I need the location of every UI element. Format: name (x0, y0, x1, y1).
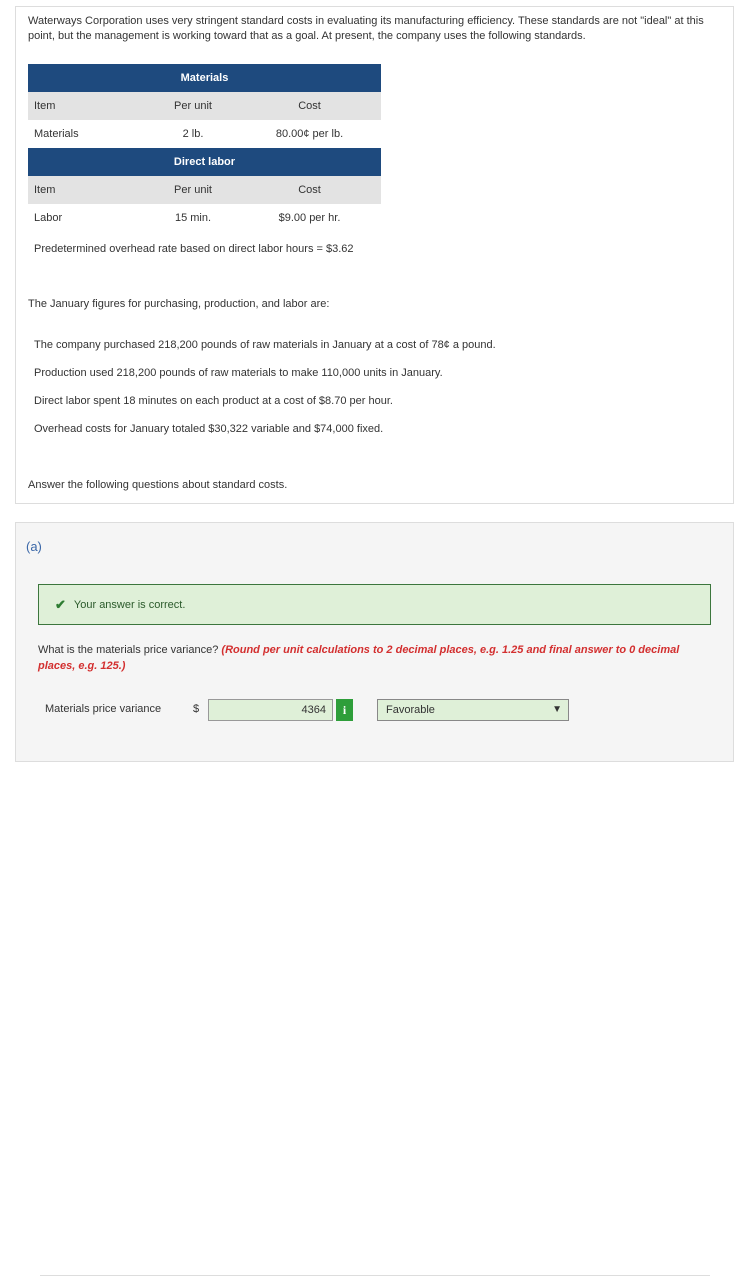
info-icon[interactable]: i (336, 699, 353, 721)
january-intro: The January figures for purchasing, production, and labor are: (28, 298, 330, 310)
labor-row (28, 204, 381, 232)
answer-row (45, 699, 725, 721)
currency-symbol: $ (193, 703, 200, 715)
labor-col-headers (28, 176, 381, 204)
next-section-edge (40, 1275, 710, 1284)
cell-cost: $9.00 per hr. (278, 212, 341, 224)
cell-item: Materials (34, 128, 79, 140)
col-per-unit: Per unit (174, 184, 212, 196)
col-per-unit: Per unit (174, 100, 212, 112)
col-cost: Cost (298, 184, 321, 196)
part-a-card (15, 522, 734, 762)
standards-table (28, 64, 381, 232)
feedback-text: Your answer is correct. (73, 598, 186, 611)
problem-card (15, 6, 734, 504)
col-item: Item (34, 184, 56, 196)
answer-prompt: Answer the following questions about standard costs. (28, 479, 288, 491)
intro-text: Waterways Corporation uses very stringent standard costs in evaluating its manufacturing efficiency. These standards are not "ideal" at this point, but the management is working toward that as a goal. At present, the company uses the following standards. (28, 15, 704, 42)
materials-header: Materials (28, 64, 381, 92)
chevron-down-icon: ▼ (552, 704, 562, 715)
cell-per-unit: 15 min. (174, 212, 212, 224)
materials-row (28, 120, 381, 148)
overhead-rate-note: Predetermined overhead rate based on direct labor hours = $3.62 (34, 243, 354, 255)
materials-col-headers (28, 92, 381, 120)
variance-input[interactable]: 4364 (208, 699, 333, 721)
col-item: Item (34, 100, 56, 112)
list-item: The company purchased 218,200 pounds of raw materials in January at a cost of 78¢ a pound. (34, 339, 496, 351)
checkmark-icon: ✔ (55, 596, 66, 612)
cell-item: Labor (34, 212, 63, 224)
question-main: What is the materials price variance? (38, 644, 219, 656)
cell-per-unit: 2 lb. (182, 128, 204, 140)
cell-cost: 80.00¢ per lb. (275, 128, 344, 140)
select-value: Favorable (386, 704, 435, 716)
list-item: Production used 218,200 pounds of raw materials to make 110,000 units in January. (34, 367, 443, 379)
favorable-select[interactable] (377, 699, 569, 721)
col-cost: Cost (298, 100, 321, 112)
list-item: Direct labor spent 18 minutes on each product at a cost of $8.70 per hour. (34, 395, 393, 407)
facts-list (34, 338, 496, 450)
question-text (38, 642, 718, 674)
question-instructions: (Round per unit calculations to 2 decimal places, e.g. 1.25 and final answer to 0 decimal places, e.g. 125.) (38, 644, 680, 672)
labor-header: Direct labor (28, 148, 381, 176)
list-item: Overhead costs for January totaled $30,322 variable and $74,000 fixed. (34, 423, 384, 435)
feedback-banner (38, 584, 711, 625)
field-label: Materials price variance (45, 703, 162, 715)
part-label: (a) (26, 539, 42, 554)
